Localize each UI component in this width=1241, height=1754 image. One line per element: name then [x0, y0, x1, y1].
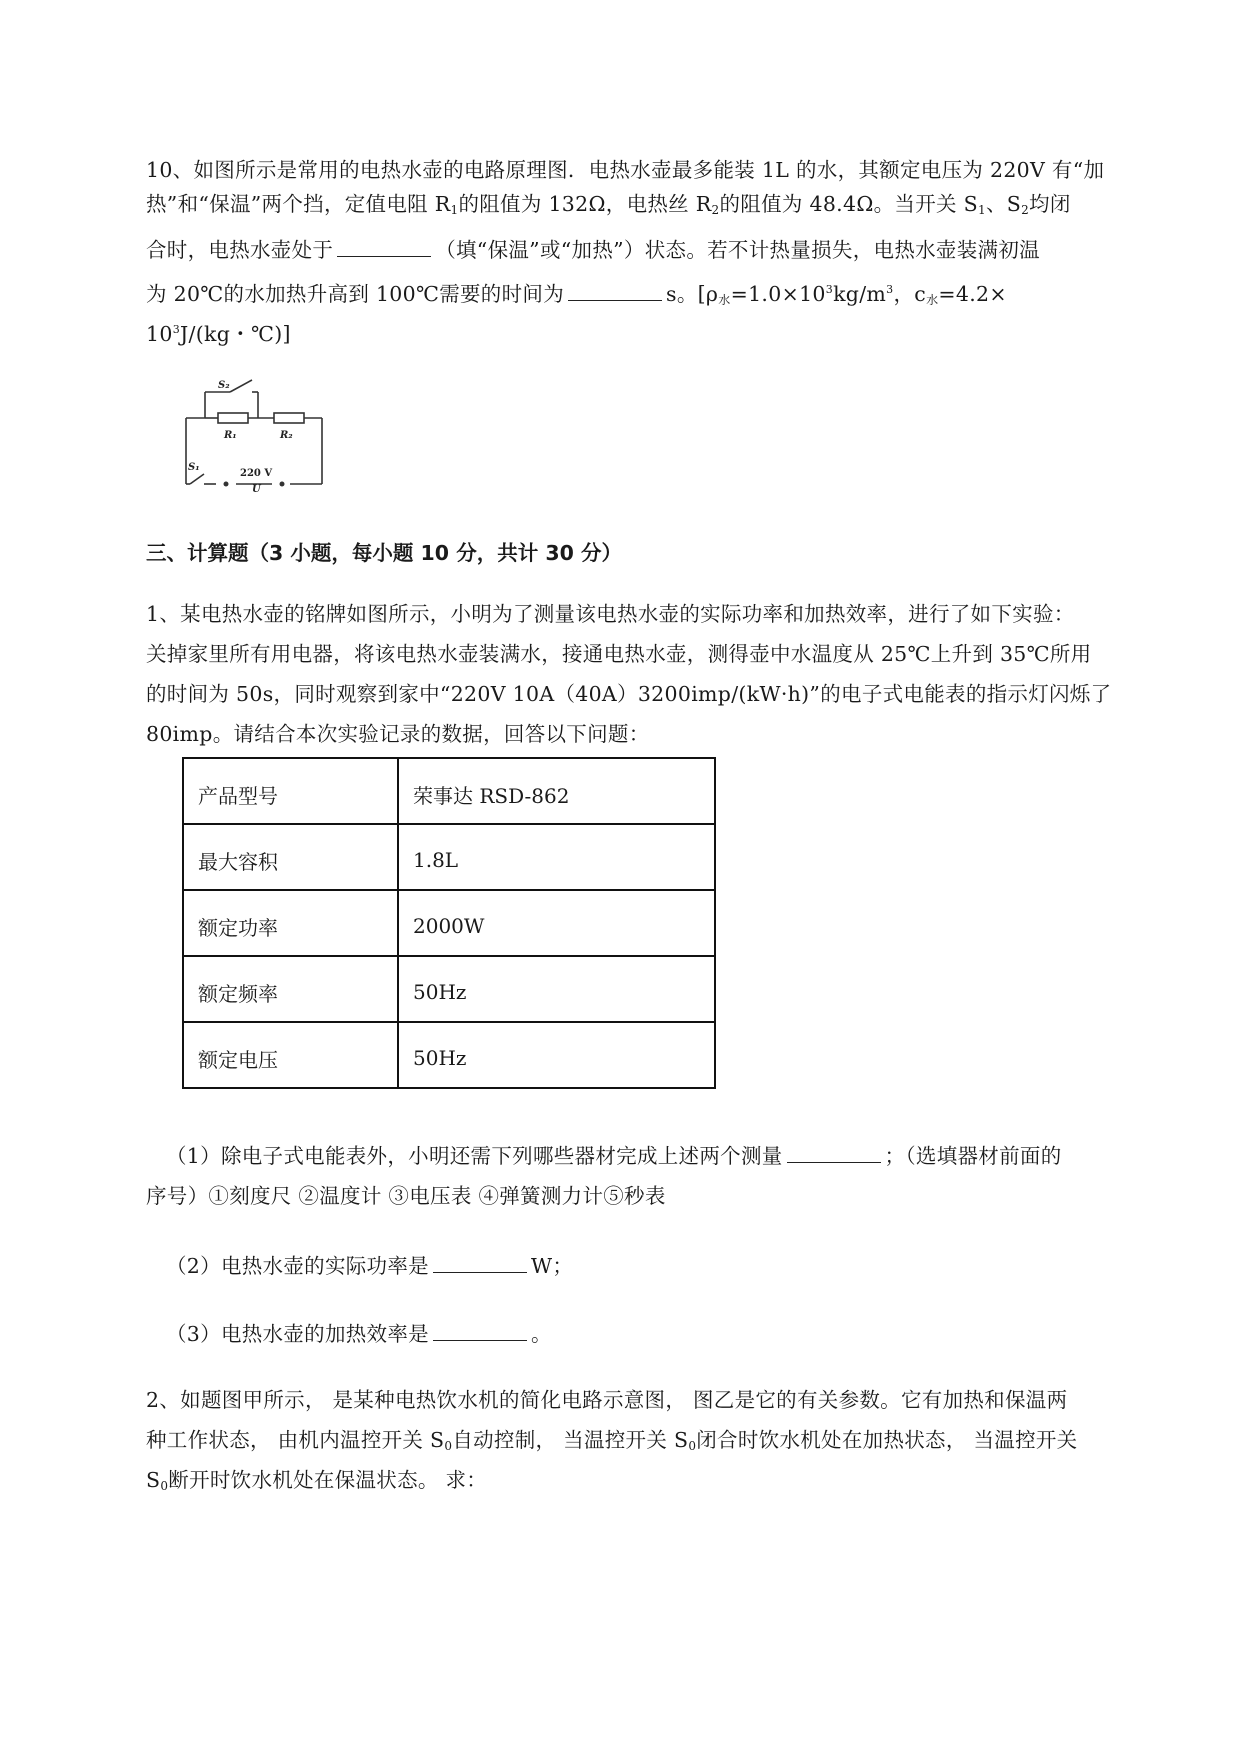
- answer-blank[interactable]: [787, 1142, 881, 1163]
- q10-line-5: $10^3J/(kg$・℃)]: [146, 322, 291, 346]
- p1-q1-line-2: 序号）①刻度尺 ②温度计 ③电压表 ④弹簧测力计⑤秒表: [146, 1184, 666, 1208]
- table-cell: 最大容积: [183, 824, 398, 890]
- answer-blank[interactable]: [433, 1320, 527, 1341]
- answer-blank[interactable]: [433, 1252, 527, 1273]
- p1-line-1: 1、某电热水壶的铭牌如图所示，小明为了测量该电热水壶的实际功率和加热效率，进行了如下实验：: [146, 602, 1075, 626]
- table-row: [183, 1022, 715, 1088]
- p1-q3: （3）电热水壶的加热效率是 。: [166, 1322, 552, 1346]
- terminal-dot: [224, 482, 229, 487]
- p2-line-1: 2、如题图甲所示， 是某种电热饮水机的简化电路示意图， 图乙是它的有关参数。它有加热和保温两: [146, 1388, 1068, 1412]
- voltage-label: 220 V: [240, 468, 273, 479]
- answer-blank[interactable]: [568, 280, 662, 301]
- q10-line-1: 10、如图所示是常用的电热水壶的电路原理图．电热水壶最多能装 1L 的水，其额定电压为 220V 有“加: [146, 158, 1105, 182]
- resistor-r2-label: R₂: [280, 430, 293, 441]
- resistor-r1-label: R₁: [224, 430, 237, 441]
- table-cell: 2000W: [398, 890, 715, 956]
- p1-q1-line-1: （1）除电子式电能表外，小明还需下列哪些器材完成上述两个测量 ；（选填器材前面的: [166, 1144, 1062, 1168]
- table-cell: 50Hz: [398, 956, 715, 1022]
- table-row: [183, 956, 715, 1022]
- p1-line-3: 的时间为 50s，同时观察到家中“220V 10A（40A）3200imp/(kW·h)”的电子式电能表的指示灯闪烁了: [146, 682, 1112, 706]
- terminal-dot: [280, 482, 285, 487]
- table-cell: 50Hz: [398, 1022, 715, 1088]
- answer-blank[interactable]: [337, 236, 431, 257]
- section-heading: 三、计算题（3 小题，每小题 10 分，共计 30 分）: [146, 541, 623, 565]
- table-cell: 荣事达 RSD-862: [398, 758, 715, 824]
- table-row: [183, 758, 715, 824]
- table-row: [183, 890, 715, 956]
- p1-q2: （2）电热水壶的实际功率是 W；: [166, 1254, 574, 1278]
- table-cell: 产品型号: [183, 758, 398, 824]
- p2-line-3: $S_0$断开时饮水机处在保温状态。 求：: [146, 1468, 488, 1493]
- table-cell: 1.8L: [398, 824, 715, 890]
- circuit-diagram: [180, 372, 330, 492]
- p2-line-2: 种工作状态， 由机内温控开关 $S_0$自动控制， 当温控开关 $S_0$闭合时饮水机处在加热状态， 当温控开关: [146, 1428, 1078, 1453]
- switch-s2-label: S₂: [218, 380, 230, 391]
- table-cell: 额定电压: [183, 1022, 398, 1088]
- p1-line-4: 80imp。请结合本次实验记录的数据，回答以下问题：: [146, 722, 650, 746]
- table-cell: 额定频率: [183, 956, 398, 1022]
- q10-line-4: 为 20℃的水加热升高到 100℃需要的时间为 s。[$\rho_水=1.0\times 10^3kg/m^3$，$c_水=4.2\times$: [146, 282, 1007, 307]
- table-row: [183, 824, 715, 890]
- nameplate-table: [182, 757, 716, 1089]
- q10-line-3: 合时，电热水壶处于 （填“保温”或“加热”）状态。若不计热量损失，电热水壶装满初温: [146, 238, 1040, 262]
- q10-line-2: 热”和“保温”两个挡，定值电阻 $R_1$的阻值为 132Ω，电热丝 $R_2$的阻值为 48.4Ω。当开关 $S_1$、$S_2$均闭: [146, 192, 1071, 217]
- u-label: U: [252, 484, 261, 492]
- p1-line-2: 关掉家里所有用电器，将该电热水壶装满水，接通电热水壶，测得壶中水温度从 25℃上升到 35℃所用: [146, 642, 1092, 666]
- table-cell: 额定功率: [183, 890, 398, 956]
- switch-s1-label: S₁: [188, 462, 200, 473]
